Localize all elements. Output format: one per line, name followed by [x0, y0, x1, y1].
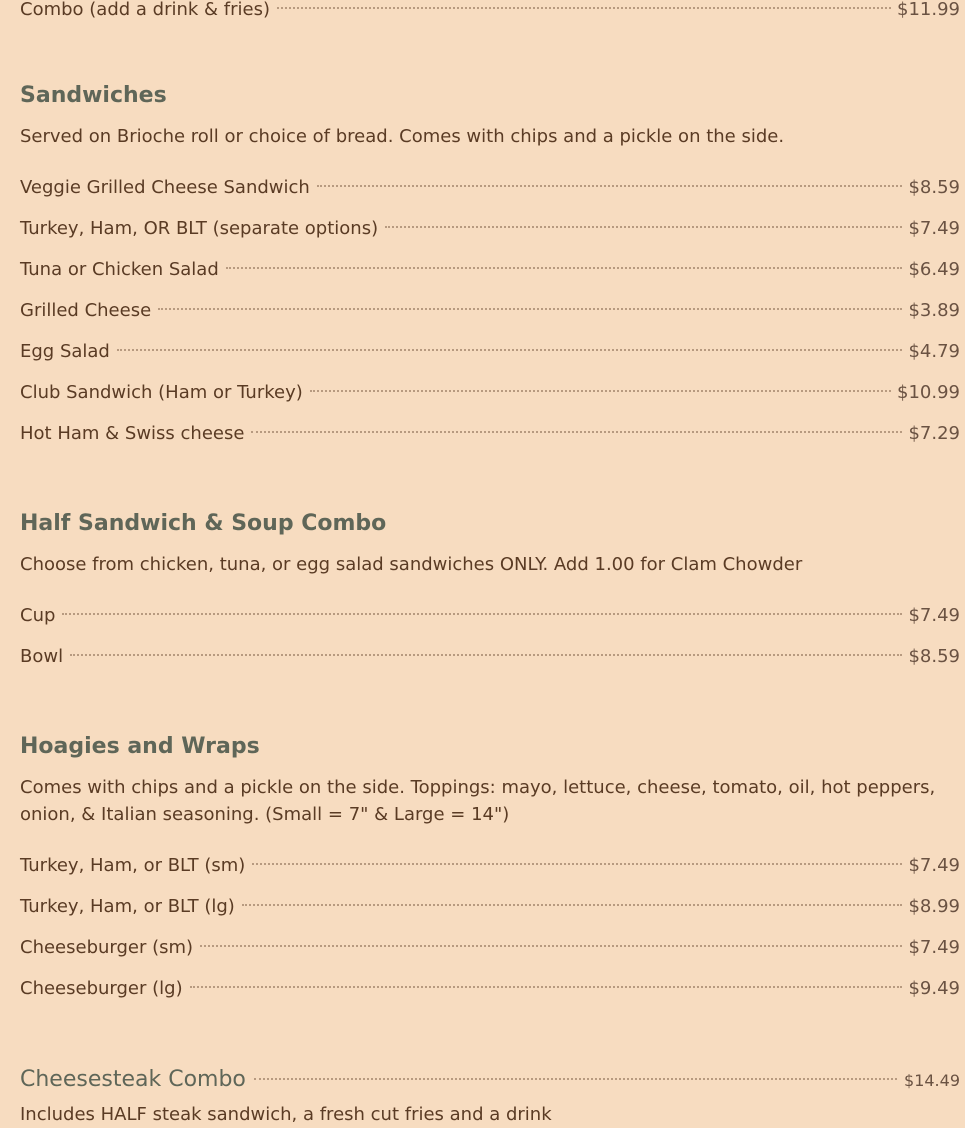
half-combo-list [20, 595, 960, 677]
item-name: Club Sandwich (Ham or Turkey) [20, 382, 303, 403]
item-price: $7.29 [908, 423, 960, 444]
menu-item [20, 927, 960, 968]
menu-page [20, 0, 960, 1128]
menu-item [20, 290, 960, 331]
leader-dots [242, 904, 903, 906]
section-title-sandwiches: Sandwiches [20, 83, 167, 108]
item-name: Veggie Grilled Cheese Sandwich [20, 177, 310, 198]
item-price: $11.99 [897, 0, 960, 20]
menu-item [20, 208, 960, 249]
item-name: Combo (add a drink & fries) [20, 0, 271, 20]
item-price: $10.99 [897, 382, 960, 403]
menu-item [20, 331, 960, 372]
leader-dots [251, 431, 902, 433]
menu-item [20, 595, 960, 636]
menu-item [20, 372, 960, 413]
item-price: $7.49 [908, 937, 960, 958]
leader-dots [277, 7, 891, 9]
leader-dots [70, 654, 902, 656]
item-name: Cheeseburger (lg) [20, 978, 183, 999]
menu-item [20, 845, 960, 886]
leader-dots [254, 1078, 897, 1080]
leader-dots [62, 613, 902, 615]
item-price: $8.99 [908, 896, 960, 917]
item-name: Tuna or Chicken Salad [20, 259, 219, 280]
menu-item [20, 886, 960, 927]
item-name: Hot Ham & Swiss cheese [20, 423, 245, 444]
item-name: Bowl [20, 646, 64, 667]
item-name: Cheeseburger (sm) [20, 937, 194, 958]
item-name: Cup [20, 605, 56, 626]
hoagies-list [20, 845, 960, 1009]
item-price: $14.49 [904, 1071, 960, 1090]
item-name: Turkey, Ham, or BLT (lg) [20, 896, 235, 917]
leader-dots [200, 945, 902, 947]
sandwiches-list [20, 167, 960, 454]
leader-dots [317, 185, 903, 187]
section-title-hoagies: Hoagies and Wraps [20, 734, 260, 759]
item-price: $9.49 [908, 978, 960, 999]
section-description-half-combo: Choose from chicken, tuna, or egg salad sandwiches ONLY. Add 1.00 for Clam Chowder [20, 554, 803, 575]
item-price: $8.59 [908, 177, 960, 198]
item-name: Grilled Cheese [20, 300, 152, 321]
menu-item [20, 413, 960, 454]
item-name: Turkey, Ham, or BLT (sm) [20, 855, 246, 876]
leader-dots [190, 986, 903, 988]
section-description-sandwiches: Served on Brioche roll or choice of bread. Comes with chips and a pickle on the side. [20, 126, 785, 147]
menu-item [20, 249, 960, 290]
leader-dots [310, 390, 891, 392]
item-price: $7.49 [908, 605, 960, 626]
menu-item [20, 167, 960, 208]
section-description-hoagies: Comes with chips and a pickle on the side. Toppings: mayo, lettuce, cheese, tomato, oil, hot peppers, onion, & Italian seasoning. (Small = 7" & Large = 14") [20, 777, 936, 825]
section-title-half-combo: Half Sandwich & Soup Combo [20, 511, 387, 536]
item-price: $4.79 [908, 341, 960, 362]
item-price: $8.59 [908, 646, 960, 667]
section-description-cheesesteak: Includes HALF steak sandwich, a fresh cut fries and a drink [20, 1104, 552, 1125]
menu-item [20, 968, 960, 1009]
leader-dots [252, 863, 902, 865]
item-price: $6.49 [908, 259, 960, 280]
section-title-cheesesteak: Cheesesteak Combo [20, 1067, 246, 1092]
cheesesteak-combo-header [20, 1063, 960, 1097]
leader-dots [385, 226, 902, 228]
item-name: Turkey, Ham, OR BLT (separate options) [20, 218, 379, 239]
item-price: $7.49 [908, 855, 960, 876]
leader-dots [226, 267, 903, 269]
menu-item [20, 636, 960, 677]
leader-dots [158, 308, 902, 310]
menu-item [20, 0, 960, 30]
item-price: $3.89 [908, 300, 960, 321]
item-name: Egg Salad [20, 341, 110, 362]
item-price: $7.49 [908, 218, 960, 239]
leader-dots [117, 349, 903, 351]
